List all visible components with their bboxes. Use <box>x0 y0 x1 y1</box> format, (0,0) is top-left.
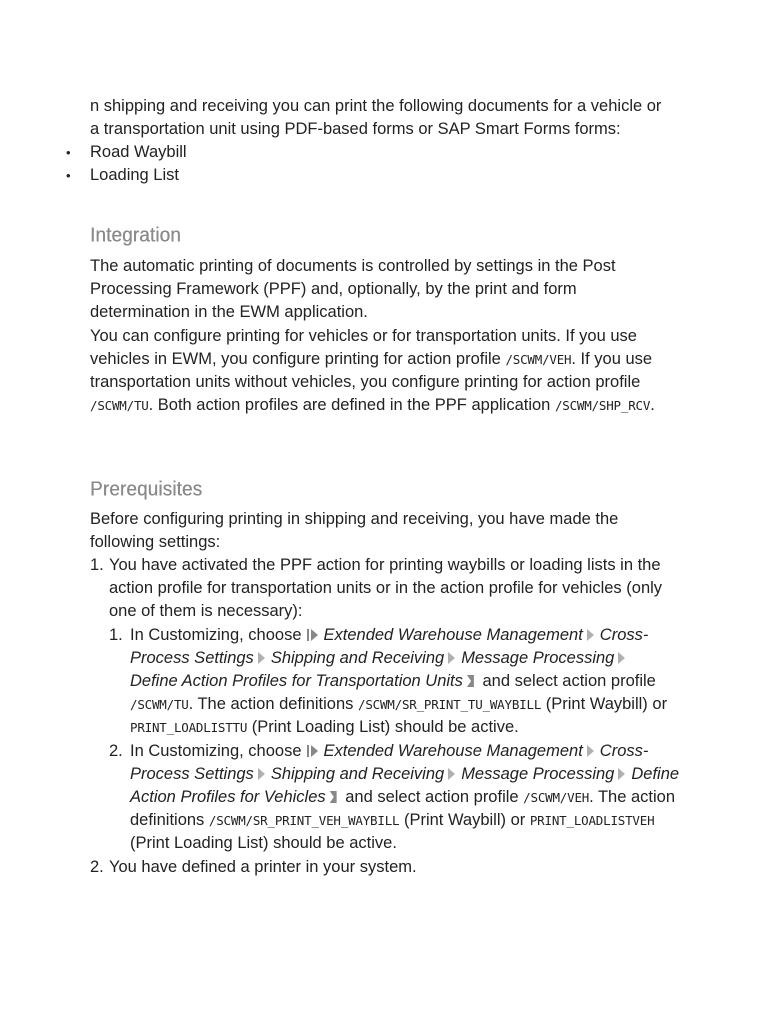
document-bullet-list <box>90 141 187 187</box>
list-item: • Loading List <box>90 164 187 187</box>
list-item <box>109 624 670 740</box>
list-number: 1. <box>90 556 104 574</box>
menu-path-4: Message Processing <box>461 648 615 667</box>
sub-steps-list <box>109 624 690 856</box>
menu-path-4: Message Processing <box>461 764 615 783</box>
menu-path-5: Define Action Profiles for Transportation Units <box>130 672 463 691</box>
code-action-profile: /SCWM/TU <box>130 697 189 713</box>
prerequisite-2-text: You have defined a printer in your system. <box>109 857 417 876</box>
path-start-icon <box>307 745 309 757</box>
code-ppf-application: /SCWM/SHP_RCV <box>554 398 651 414</box>
code-action-definition: /SCWM/SR_PRINT_TU_WAYBILL <box>358 697 542 713</box>
list-item <box>90 856 690 879</box>
path-separator-icon <box>587 745 594 757</box>
path-start-icon <box>307 629 309 641</box>
text: In Customizing, choose <box>130 741 302 760</box>
code-action-profile-veh: /SCWM/VEH <box>505 351 572 367</box>
text: . Both action profiles are defined in the PPF application <box>148 396 555 415</box>
menu-path-2: Cross-Process Settings <box>130 625 649 667</box>
integration-heading: Integration <box>90 224 181 247</box>
integration-paragraph-2 <box>90 325 680 418</box>
intro-paragraph <box>90 95 690 141</box>
prerequisites-heading: Prerequisites <box>90 478 203 501</box>
menu-path-3: Shipping and Receiving <box>270 764 445 783</box>
prerequisites-intro-text: Before configuring printing in shipping and receiving, you have made the following settings: <box>90 510 619 552</box>
menu-path-1: Extended Warehouse Management <box>323 625 583 644</box>
menu-path-2: Cross-Process Settings <box>130 741 649 783</box>
prerequisites-list <box>90 554 690 879</box>
text: In Customizing, choose <box>130 625 302 644</box>
path-separator-icon <box>587 629 594 641</box>
code-action-definition: PRINT_LOADLISTTU <box>130 720 248 736</box>
list-item: • Road Waybill <box>90 141 187 164</box>
code-action-profile-tu: /SCWM/TU <box>90 398 149 414</box>
integration-body <box>90 255 655 417</box>
list-number: 2. <box>109 741 123 760</box>
text: . <box>650 396 655 415</box>
path-separator-icon <box>258 768 265 780</box>
list-item <box>109 740 683 856</box>
text: You can configure printing for vehicles or for transportation units. If you use vehicles in EWM, you configure printing for action profile <box>90 326 637 368</box>
text: (Print Loading List) should be active. <box>247 718 519 737</box>
integration-paragraph-1: The automatic printing of documents is controlled by settings in the Post Processing Framework (PPF) and, optionally, by the print and form determination in the EWM application. <box>90 257 616 322</box>
play-icon <box>311 745 318 757</box>
text: and select action profile <box>477 672 656 691</box>
path-separator-icon <box>258 652 265 664</box>
prerequisite-1-text: You have activated the PPF action for printing waybills or loading lists in the action profile for transportation units or in the action profile for vehicles (only one of them is necessary): <box>109 556 663 621</box>
path-separator-icon <box>448 652 455 664</box>
list-number: 2. <box>90 857 104 876</box>
text: and select action profile <box>340 788 524 807</box>
text: . The action definitions <box>130 788 676 830</box>
menu-path-3: Shipping and Receiving <box>270 648 445 667</box>
path-end-icon <box>330 791 337 803</box>
list-number: 1. <box>109 625 123 644</box>
list-item <box>90 554 690 856</box>
integration-section <box>90 223 690 246</box>
path-end-icon <box>467 675 474 687</box>
text: . If you use transportation units without vehicles, you configure printing for action profile <box>90 349 653 392</box>
path-separator-icon <box>448 768 455 780</box>
intro-line-2: a transportation unit using PDF-based forms or SAP Smart Forms forms: <box>90 120 621 139</box>
text: (Print Loading List) should be active. <box>130 834 397 853</box>
play-icon <box>311 629 318 641</box>
path-separator-icon <box>618 652 625 664</box>
prerequisites-intro <box>90 508 650 554</box>
text: . The action definitions <box>188 695 358 714</box>
code-action-profile: /SCWM/VEH <box>523 790 590 806</box>
menu-path-5: Define Action Profiles for Vehicles <box>130 764 680 807</box>
code-action-definition: PRINT_LOADLISTVEH <box>529 813 655 829</box>
code-action-definition: /SCWM/SR_PRINT_VEH_WAYBILL <box>208 813 400 829</box>
text: (Print Waybill) or <box>541 695 668 714</box>
text: (Print Waybill) or <box>399 811 530 830</box>
prerequisites-section <box>90 477 690 500</box>
intro-line-1: n shipping and receiving you can print the following documents for a vehicle or <box>90 97 662 115</box>
menu-path-1: Extended Warehouse Management <box>323 741 583 760</box>
path-separator-icon <box>618 768 625 780</box>
